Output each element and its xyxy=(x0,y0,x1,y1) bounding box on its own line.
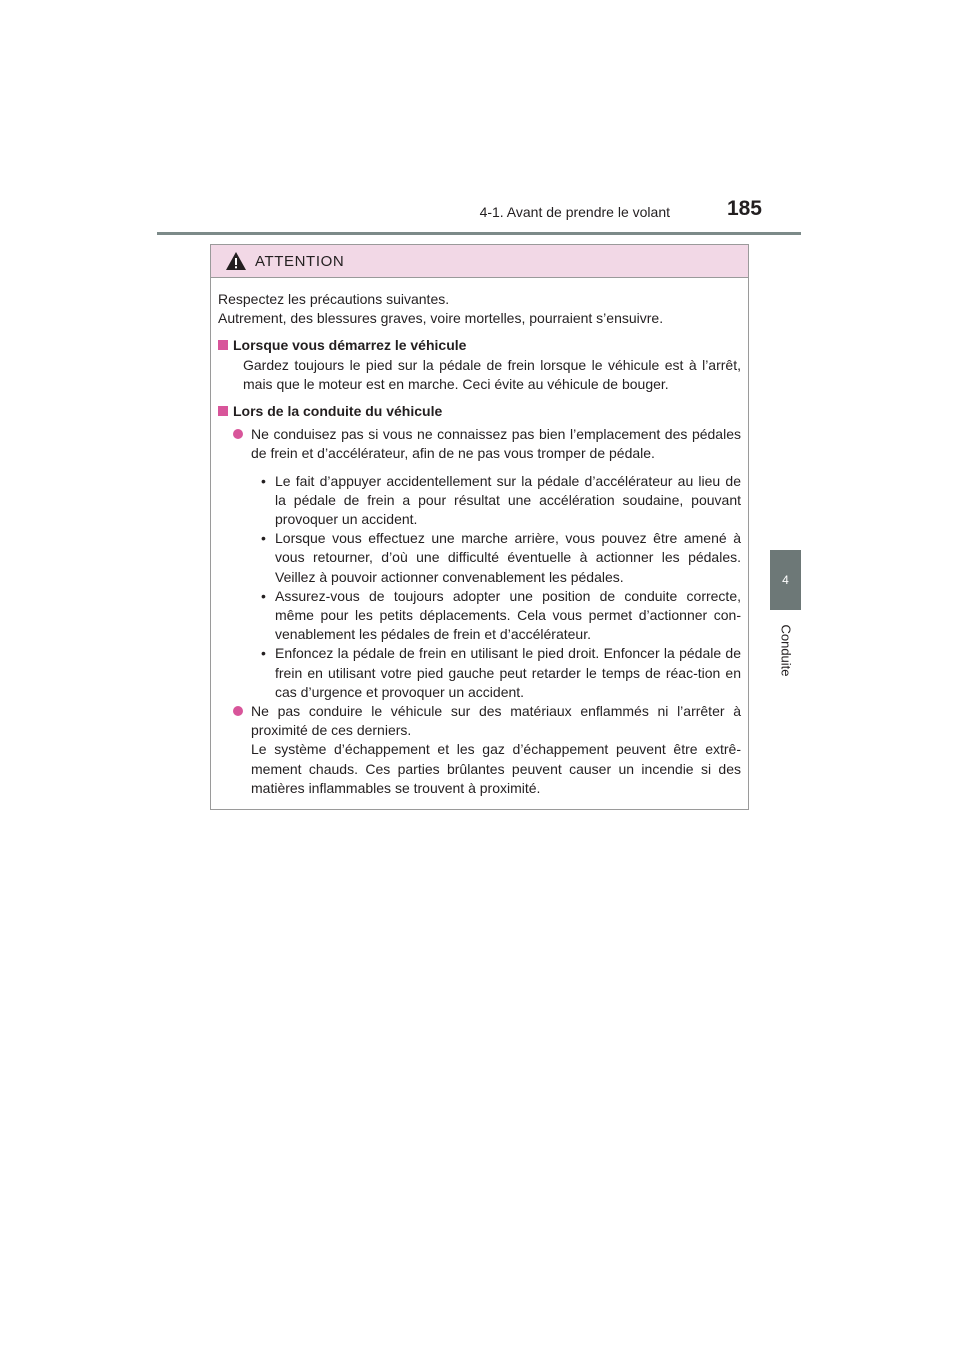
sub-list-item xyxy=(261,472,741,530)
warning-intro xyxy=(218,290,741,328)
list-item-text: Ne conduisez pas si vous ne connaissez pas bien l’emplacement des pédales de frein et d’accélérateur, afin de ne pas vous tromper de pédale. xyxy=(251,426,741,462)
square-bullet-icon xyxy=(218,406,228,416)
sub-bullet: • xyxy=(261,472,266,489)
sub-list-item xyxy=(261,587,741,645)
intro-line: Autrement, des blessures graves, voire mortelles, pourraient s’ensuivre. xyxy=(218,310,664,327)
sub-list xyxy=(218,472,741,702)
warning-body xyxy=(211,278,748,798)
sub-bullet: • xyxy=(261,587,266,604)
list-item-text: Le système d’échappement et les gaz d’échappement peuvent être extrê-mement chauds. Ces parties brûlantes peuvent causer un incendie si des matières inflammables se trouvent à proximité. xyxy=(251,741,741,796)
sub-bullet: • xyxy=(261,645,266,662)
square-bullet-icon xyxy=(218,340,228,350)
header-rule xyxy=(157,232,801,235)
section-heading-start xyxy=(218,336,741,355)
intro-line: Respectez les précautions suivantes. xyxy=(218,291,450,307)
sub-bullet: • xyxy=(261,530,266,547)
list-item-content xyxy=(251,702,741,798)
chapter-label xyxy=(772,610,800,690)
section-heading-text: Lors de la conduite du véhicule xyxy=(233,403,443,420)
sub-list-item-text: Le fait d’appuyer accidentellement sur la pédale d’accélérateur au lieu de la pédale de frein a pour résultat une accélération soudaine, pouvant provoquer un accident. xyxy=(275,472,741,528)
section-title: 4-1. Avant de prendre le volant xyxy=(479,204,670,220)
page-number: 185 xyxy=(726,197,762,220)
dot-bullet-icon xyxy=(233,429,243,439)
list-item-text: Ne pas conduire le véhicule sur des matériaux enflammés ni l’arrêter à proximité de ces derniers. xyxy=(251,703,741,739)
sub-list-item-text: Enfoncez la pédale de frein en utilisant le pied droit. Enfoncer la pédale de frein en utilisant votre pied gauche peut retarder le temps de réac-tion en cas d’urgence et provoquer un accident. xyxy=(275,645,741,700)
section-heading-driving xyxy=(218,402,741,421)
chapter-tab[interactable]: 4 xyxy=(770,550,801,610)
list-item xyxy=(218,425,741,463)
dot-bullet-icon xyxy=(233,706,243,716)
warning-title: ATTENTION xyxy=(255,252,345,270)
section-heading-text: Lorsque vous démarrez le véhicule xyxy=(233,337,467,354)
sub-list-item xyxy=(261,644,741,702)
chapter-label-text: Conduite xyxy=(778,623,794,677)
section-paragraph: Gardez toujours le pied sur la pédale de frein lorsque le véhicule est à l’arrêt, mais que le moteur est en marche. Ceci évite au véhicule de bouger. xyxy=(243,356,741,392)
warning-triangle-icon xyxy=(225,251,247,271)
warning-header xyxy=(211,245,748,278)
warning-box xyxy=(210,244,749,810)
sub-list-item xyxy=(261,529,741,587)
sub-list-item-text: Lorsque vous effectuez une marche arrière, vous pouvez être amené à vous retourner, d’où une difficulté éventuelle à actionner les pédales. Veillez à pouvoir actionner convenablement les pédales. xyxy=(275,530,741,585)
sub-list-item-text: Assurez-vous de toujours adopter une position de conduite correcte, même pour les petits déplacements. Cela vous permet d’actionner con-venablement les pédales de frein et d’accélérateur. xyxy=(275,587,741,643)
list-item xyxy=(218,702,741,798)
